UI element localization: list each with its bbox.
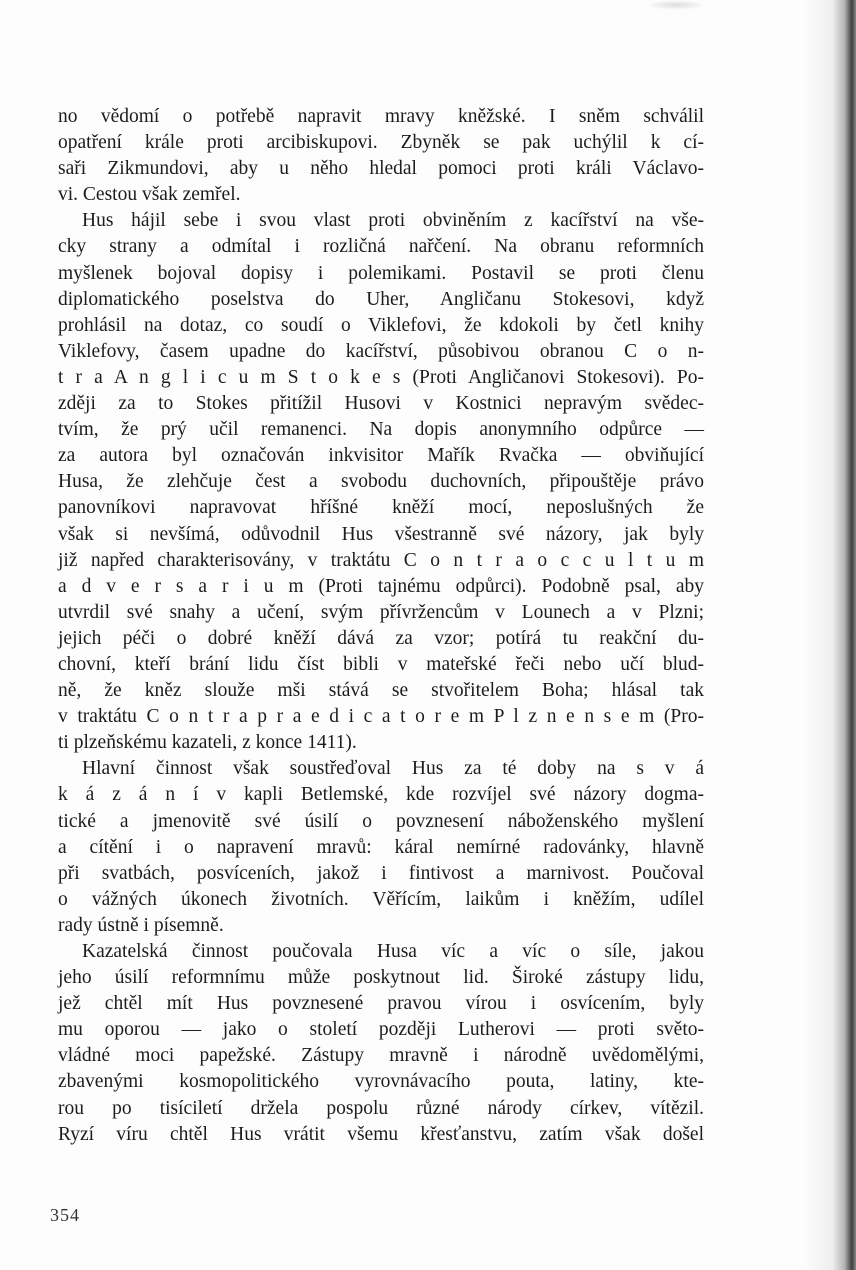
text-line: rady ústně i písemně. — [58, 914, 224, 936]
text-line: utvrdil své snahy a učení, svým přívržencům v Lounech a v Plzni; — [58, 601, 704, 623]
text-line: mu oporou — jako o století později Lutherovi — proti světo- — [58, 1019, 704, 1041]
text-line: Hlavní činnost však soustřeďoval Hus za té doby na s v á — [82, 758, 704, 780]
text-line: tické a jmenovitě své úsilí o povznesení náboženského myšlení — [58, 810, 704, 832]
text-line: jež chtěl mít Hus povznesené pravou vírou i osvícením, byly — [58, 993, 704, 1015]
text-line: zději za to Stokes přitížil Husovi v Kostnici nepravým svědec- — [58, 393, 704, 415]
text-line: chovní, kteří brání lidu číst bibli v mateřské řeči nebo učí blud- — [58, 653, 704, 675]
text-line: již napřed charakterisovány, v traktátu C o n t r a o c c u l t u m — [58, 549, 704, 571]
text-line: k á z á n í v kapli Betlemské, kde rozvíjel své názory dogma- — [58, 784, 704, 806]
text-line: Kazatelská činnost poučovala Husa víc a víc o síle, jakou — [82, 941, 704, 962]
text-line: a d v e r s a r i u m (Proti tajnému odpůrci). Podobně psal, aby — [58, 575, 704, 597]
text-line: zbavenými kosmopolitického vyrovnávacího pouta, latiny, kte- — [58, 1071, 704, 1093]
text-line: opatření krále proti arcibiskupovi. Zbyněk se pak uchýlil k cí- — [58, 132, 704, 154]
text-line: saři Zikmundovi, aby u něho hledal pomoci proti králi Václavo- — [58, 158, 704, 180]
text-line: ně, že kněz slouže mši stává se stvořitelem Boha; hlásal tak — [58, 680, 704, 702]
text-line: však si nevšímá, odůvodnil Hus všestranně své názory, jak byly — [58, 523, 704, 545]
text-line: o vážných úkonech životních. Věřícím, laikům i kněžím, udílel — [58, 888, 704, 910]
text-line: Ryzí víru chtěl Hus vrátit všemu křesťanstvu, zatím však došel — [58, 1123, 704, 1145]
text-line: cky strany a odmítal i rozličná nařčení. Na obranu reformních — [58, 236, 704, 258]
text-line: za autora byl označován inkvisitor Mařík Rvačka — obviňující — [58, 445, 704, 467]
text-line: vládné moci papežské. Zástupy mravně i národně uvědomělými, — [58, 1045, 704, 1067]
text-line: panovníkovi napravovat hříšné kněží mocí, neposlušných že — [58, 497, 704, 519]
text-line: myšlenek bojoval dopisy i polemikami. Postavil se proti členu — [58, 262, 704, 284]
text-line: Hus hájil sebe i svou vlast proti obviněním z kacířství na vše- — [82, 210, 704, 232]
text-line: při svatbách, posvíceních, jakož i fintivost a marnivost. Poučoval — [58, 862, 704, 884]
text-line: Husa, že zlehčuje čest a svobodu duchovních, připouštěje právo — [58, 471, 704, 493]
text-line: a cítění i o napravení mravů: káral nemírné radovánky, hlavně — [58, 836, 704, 858]
text-line: jeho úsilí reformnímu může poskytnout lid. Široké zástupy lidu, — [58, 967, 704, 989]
text-line: t r a A n g l i c u m S t o k e s (Proti Angličanovi Stokesovi). Po- — [58, 366, 704, 388]
text-line: tvím, že prý učil remanenci. Na dopis anonymního odpůrce — — [58, 419, 704, 441]
text-line: vi. Cestou však zemřel. — [58, 184, 241, 206]
text-line: no vědomí o potřebě napravit mravy kněžské. I sněm schválil — [58, 106, 704, 127]
page-number: 354 — [50, 1205, 80, 1225]
text-line: ti plzeňskému kazateli, z konce 1411). — [58, 732, 357, 754]
text-line: jejich péči o dobré kněží dává za vzor; potírá tu reakční du- — [58, 627, 704, 649]
text-line: Viklefovy, časem upadne do kacířství, působivou obranou C o n- — [58, 340, 704, 362]
text-line: rou po tisíciletí držela pospolu různé národy církev, vítězil. — [58, 1097, 704, 1119]
text-line: v traktátu C o n t r a p r a e d i c a t o r e m P l z n e n s e m (Pro- — [58, 706, 704, 728]
body-text — [58, 104, 704, 1148]
text-line: diplomatického poselstva do Uher, Angličanu Stokesovi, když — [58, 288, 704, 310]
text-line: prohlásil na dotaz, co soudí o Viklefovi, že kdokoli by četl knihy — [58, 314, 704, 336]
binding-edge-shadow — [804, 0, 856, 1270]
page-corner-shadow — [646, 0, 706, 10]
